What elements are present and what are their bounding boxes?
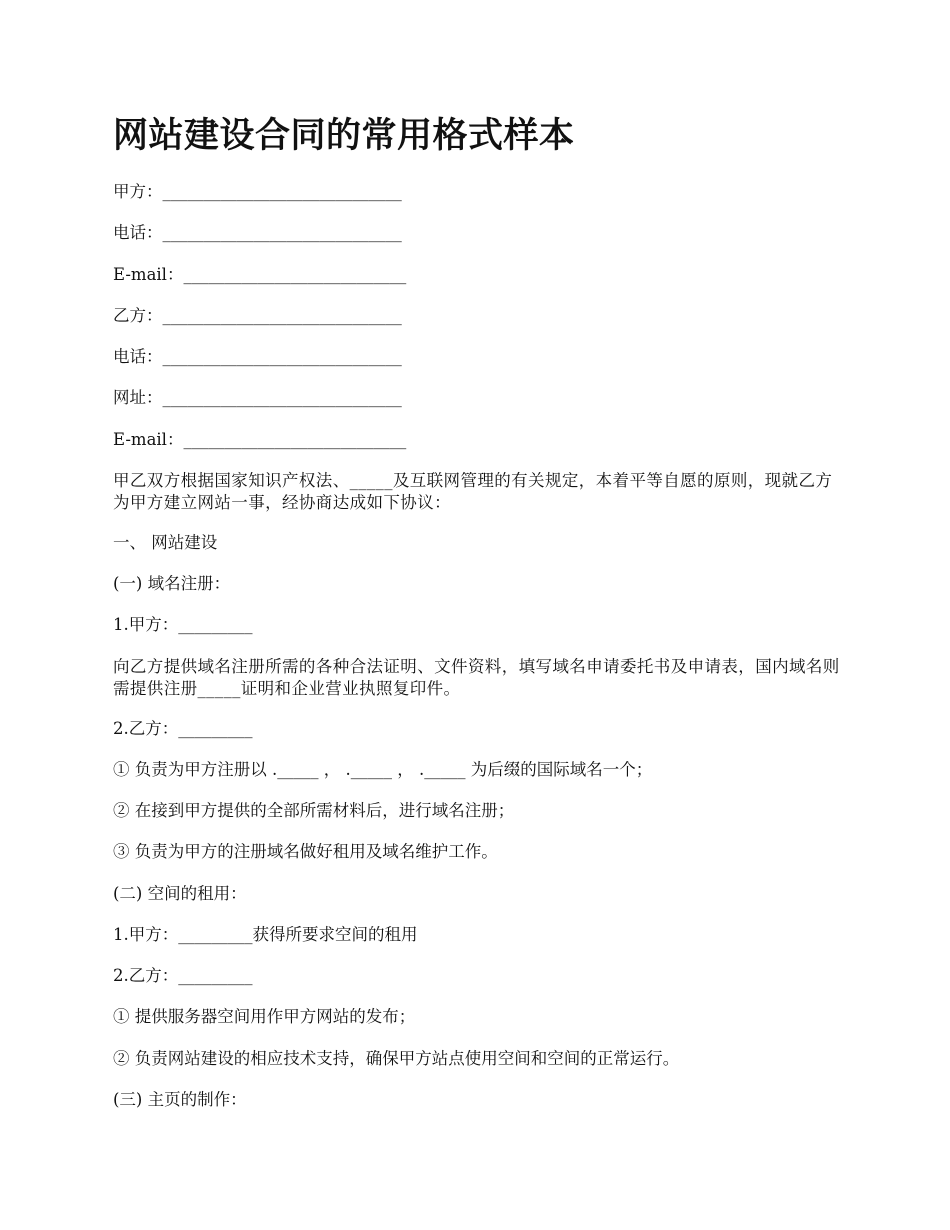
section-heading-website-construction: 一、 网站建设 — [113, 533, 218, 552]
subsection-heading-domain-registration: (一) 域名注册： — [113, 574, 231, 593]
party-a-phone-field: 电话：_____________________________ — [113, 223, 402, 242]
list-item-domain-suffix: ① 负责为甲方注册以 ._____ ， ._____ ， ._____ 为后缀的国际域名一个； — [113, 760, 653, 779]
party-a-name-field: 甲方：_____________________________ — [113, 182, 402, 201]
clause-party-a-space: 1.甲方：_________获得所要求空间的租用 — [113, 925, 418, 944]
list-item-technical-support: ② 负责网站建设的相应技术支持，确保甲方站点使用空间和空间的正常运行。 — [113, 1049, 680, 1068]
party-b-phone-field: 电话：_____________________________ — [113, 347, 402, 366]
subsection-heading-space-rental: (二) 空间的租用： — [113, 884, 247, 903]
party-b-name-field: 乙方：_____________________________ — [113, 306, 402, 325]
party-b-email-field: E-mail：___________________________ — [113, 430, 407, 449]
list-item-domain-registration: ② 在接到甲方提供的全部所需材料后，进行域名注册； — [113, 801, 515, 820]
clause-party-b-space: 2.乙方：_________ — [113, 966, 253, 985]
list-item-server-space: ① 提供服务器空间用作甲方网站的发布； — [113, 1007, 416, 1026]
clause-party-b-domain: 2.乙方：_________ — [113, 719, 253, 738]
subsection-heading-homepage-production: (三) 主页的制作： — [113, 1090, 247, 1109]
page-title: 网站建设合同的常用格式样本 — [113, 115, 575, 156]
list-item-domain-maintenance: ③ 负责为甲方的注册域名做好租用及域名维护工作。 — [113, 842, 498, 861]
clause-party-a-domain: 1.甲方：_________ — [113, 615, 253, 634]
domain-requirements-paragraph: 向乙方提供域名注册所需的各种合法证明、文件资料，填写域名申请委托书及申请表，国内域名则需提供注册_____证明和企业营业执照复印件。 — [113, 657, 840, 698]
party-a-email-field: E-mail：___________________________ — [113, 265, 407, 284]
preamble-paragraph: 甲乙双方根据国家知识产权法、_____及互联网管理的有关规定，本着平等自愿的原则，现就乙方为甲方建立网站一事，经协商达成如下协议： — [113, 471, 833, 512]
party-b-website-field: 网址：_____________________________ — [113, 388, 402, 407]
